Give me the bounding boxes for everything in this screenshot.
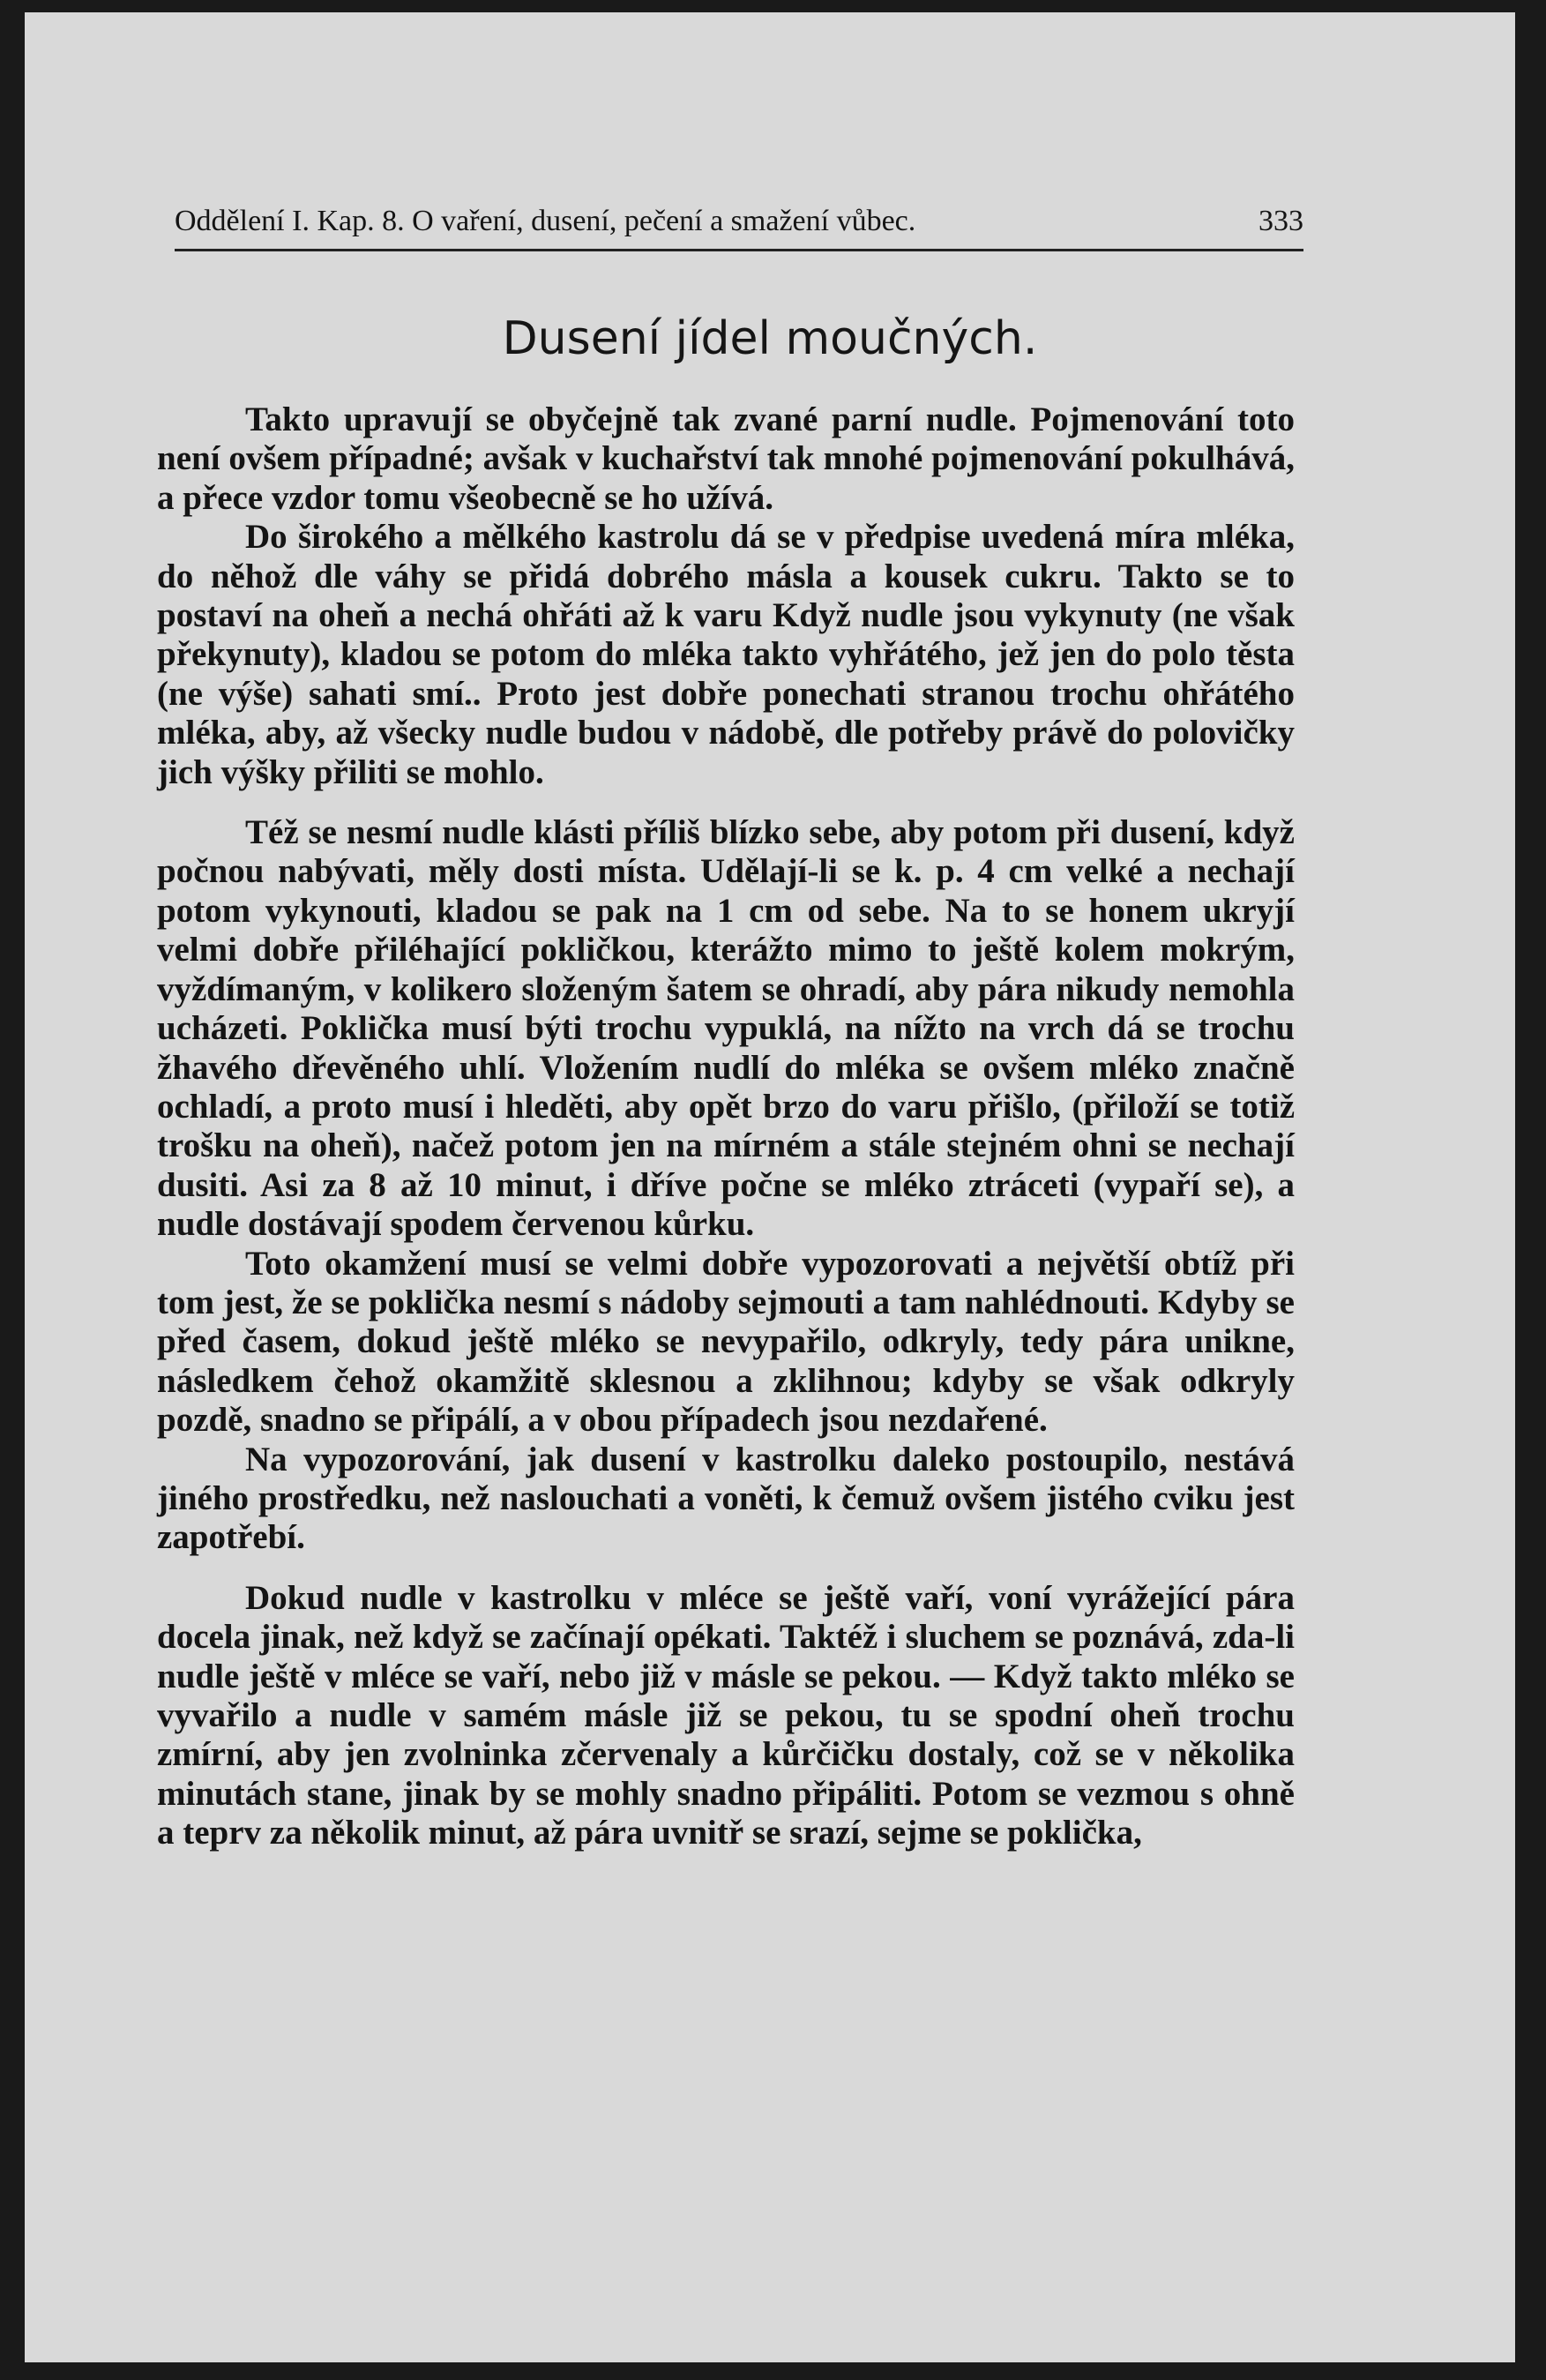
section-title: Dusení jídel moučných. — [502, 312, 1038, 365]
paragraph: Dokud nudle v kastrolku v mléce se ještě vaří, voní vyrážející pára docela jinak, než když se začínají opékati. Taktéž i sluchem se poznává, zda-li nudle ještě v mléce se vaří, nebo již v másle se pekou. — Když takto mléko se vyvařilo a nudle v samém másle již se pekou, tu se spodní oheň trochu zmírní, aby jen zvolninka zčervenaly a kůrčičku dostaly, což se v několika minutách stane, jinak by se mohly snadno připáliti. Potom se vezmou s ohně a teprv za několik minut, až pára uvnitř se srazí, sejme se poklička, — [157, 1578, 1295, 1852]
paragraph: Do širokého a mělkého kastrolu dá se v předpise uvedená míra mléka, do něhož dle váhy se přidá dobrého másla a kousek cukru. Takto se to postaví na oheň a nechá ohřáti až k varu Když nudle jsou vykynuty (ne však překynuty), kladou se potom do mléka takto vyhřátého, jež jen do polo těsta (ne výše) sahati smí.. Proto jest dobře ponechati stranou trochu ohřátého mléka, aby, až všecky nudle budou v nádobě, dle potřeby právě do polovičky jich výšky přiliti se mohlo. — [157, 518, 1295, 791]
paragraph: Na vypozorování, jak dusení v kastrolku daleko postoupilo, nestává jiného prostředku, než naslouchati a voněti, k čemuž ovšem jistého cviku jest zapotřebí. — [157, 1440, 1295, 1557]
paragraph: Toto okamžení musí se velmi dobře vypozorovati a největší obtíž při tom jest, že se poklička nesmí s nádoby sejmouti a tam nahlédnouti. Kdyby se před časem, dokud ještě mléko se nevypařilo, odkryly, tedy pára unikne, následkem čehož okamžitě sklesnou a zklihnou; kdyby se však odkryly pozdě, snadno se připálí, a v obou případech jsou nezdařené. — [157, 1244, 1295, 1440]
running-title: Oddělení I. Kap. 8. O vaření, dusení, pečení a smažení vůbec. — [175, 205, 916, 237]
header-rule — [175, 249, 1303, 251]
body-text — [157, 400, 1295, 1853]
running-head — [175, 205, 1303, 238]
paragraph: Takto upravují se obyčejně tak zvané parní nudle. Pojmenování toto není ovšem případné; avšak v kuchařství tak mnohé pojmenování pokulhává, a přece vzdor tomu všeobecně se ho užívá. — [157, 400, 1295, 517]
page-number: 333 — [1258, 205, 1303, 237]
paragraph: Též se nesmí nudle klásti příliš blízko sebe, aby potom při dusení, když počnou nabývati, měly dosti místa. Udělají-li se k. p. 4 cm velké a nechají potom vykynouti, kladou se pak na 1 cm od sebe. Na to se honem ukryjí velmi dobře přiléhající pokličkou, kterážto mimo to ještě kolem mokrým, vyždímaným, v kolikero složeným šatem se ohradí, aby pára nikudy nemohla ucházeti. Poklička musí býti trochu vypuklá, na nížto na vrch dá se trochu žhavého dřevěného uhlí. Vložením nudlí do mléka se ovšem mléko značně ochladí, a proto musí i hleděti, aby opět brzo do varu přišlo, (přiloží se totiž trošku na oheň), načež potom jen na mírném a stále stejném ohni se nechají dusiti. Asi za 8 až 10 minut, i dříve počne se mléko ztráceti (vypaří se), a nudle dostávají spodem červenou kůrku. — [157, 813, 1295, 1244]
book-page — [25, 12, 1515, 2362]
